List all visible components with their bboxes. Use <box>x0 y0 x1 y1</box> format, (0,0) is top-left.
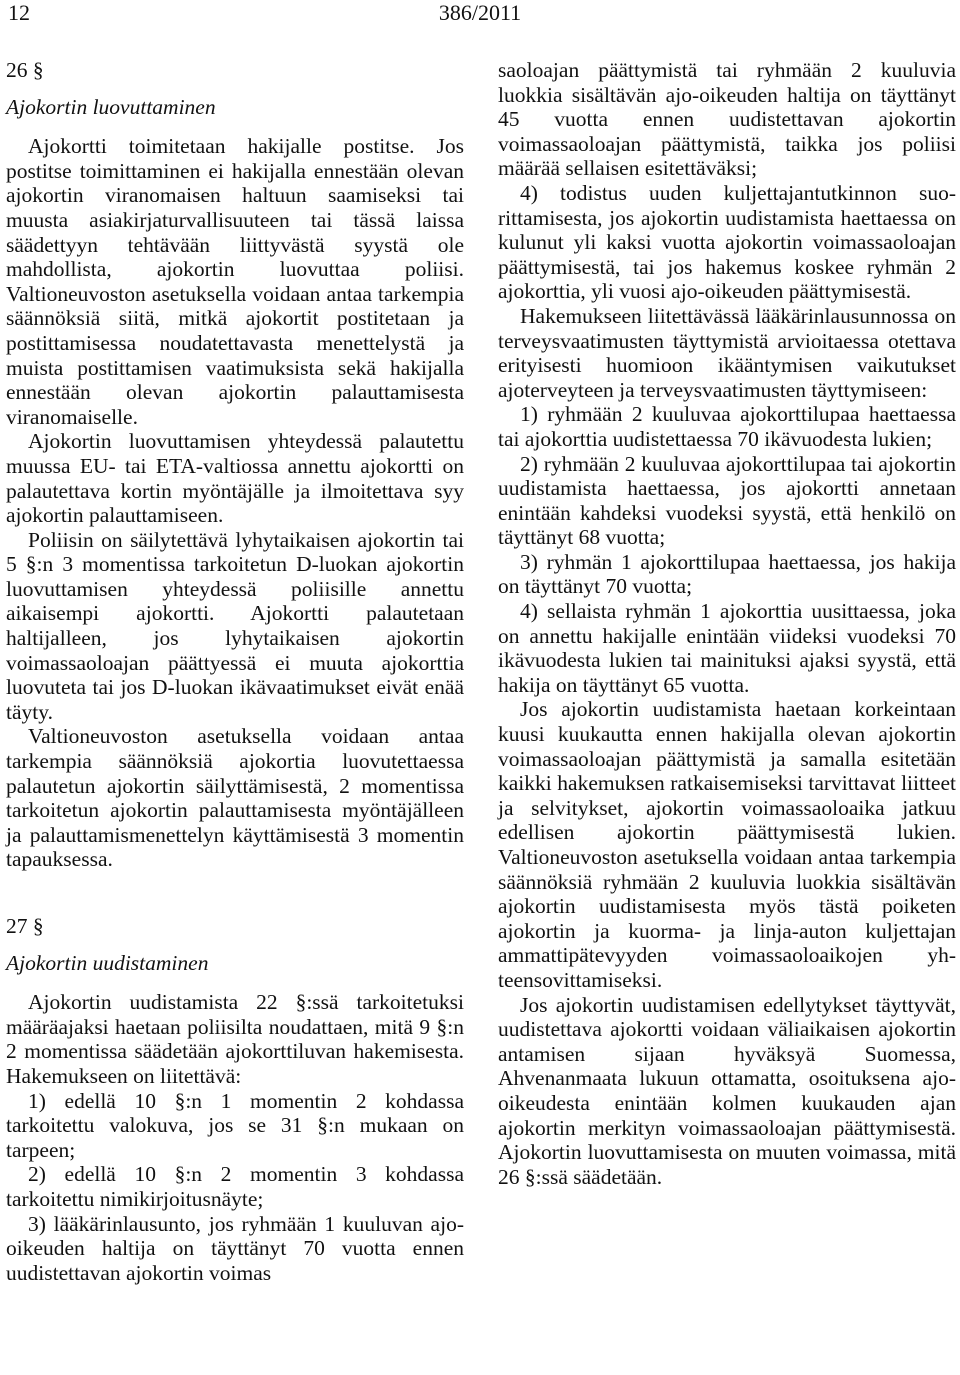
early-renewal-paragraph: Jos ajokortin uudistamista haetaan korkeintaan kuusi kuukautta ennen hakijalla olevan ajokortin voimassaoloajan päättymistä ja samalla esitetään kaikki hakemuksen ratkaisemiseksi tarvittavat liitteet ja selvitykset, ajokortin voimassaoloaika jatkuu edellisen ajokortin päättymisestä lukien. Valtioneuvoston asetuksella voidaan antaa tarkempia säännöksiä ryhmään 2 kuuluvia luokkia sisältävän ajokortin uudistamisesta myös tästä poiketen ajokortin ja kuorma- ja linja-auton kuljettajan ammattipätevyyden voimassaoloaikojen yhteensovittamiseksi. <box>498 697 956 992</box>
left-column <box>6 58 464 1285</box>
medical-item-1: 1) ryhmään 2 kuuluvaa ajokorttilupaa haettaessa tai ajokorttia uudistettaessa 70 ikävuodesta lukien; <box>498 402 956 451</box>
section-27-number: 27 § <box>6 914 44 938</box>
medical-item-4: 4) sellaista ryhmän 1 ajokorttia uusittaessa, joka on annettu hakijalle enintään viideksi vuodeksi 70 ikävuodesta lukien tai mainituksi ajaksi syystä, että hakija on täyttänyt 65 vuotta. <box>498 599 956 697</box>
section-26-title: Ajokortin luovuttaminen <box>6 94 216 119</box>
section-27-intro: Ajokortin uudistamista 22 §:ssä tarkoitetuksi määräajaksi haetaan poliisilta noudattaen, mitä 9 §:n 2 momentissa säädetään ajokorttiluvan hakemisesta. Hakemukseen on liitettävä: <box>6 990 464 1088</box>
section-26-number: 26 § <box>6 58 44 82</box>
attachment-item-1: 1) edellä 10 §:n 1 momentin 2 kohdassa tarkoitettu valokuva, jos se 31 §:n mukaan on tarpeen; <box>6 1088 464 1162</box>
section-27-title: Ajokortin uudistaminen <box>6 950 209 975</box>
attachment-item-3-continued: saoloajan päättymistä tai ryhmään 2 kuuluvia luokkia sisältävän ajo-oikeuden haltija on täyttänyt 45 vuotta ennen uudistettavan ajokortin voimassaoloajan päättymistä, taikka jos poliisi määrää sellaisen esitettäväksi; <box>498 58 956 181</box>
page-header <box>0 0 960 32</box>
page-number: 12 <box>8 0 30 25</box>
attachment-item-2: 2) edellä 10 §:n 2 momentin 3 kohdassa tarkoitettu nimikirjoitusnäyte; <box>6 1162 464 1211</box>
medical-statement-intro: Hakemukseen liitettävässä lääkärinlausunnossa on terveysvaatimusten täyttymistä arvioitaessa otettava erityisesti huomioon ikääntymisen vaikutukset ajoterveyteen ja terveysvaatimusten täyttymiseen: <box>498 303 956 402</box>
medical-item-2: 2) ryhmään 2 kuuluvaa ajokorttilupaa tai ajokortin uudistamista haettaessa, jos ajokortti annetaan enintään kahdeksi vuodeksi syystä, että henkilö on täyttänyt 68 vuotta; <box>498 451 956 550</box>
section-26-paragraph-4: Valtioneuvoston asetuksella voidaan antaa tarkempia säännöksiä ajokortia luovutettaessa palautetun ajokortin säilyttämisestä, 2 momentissa tarkoitetun ajokortin palauttamisesta myöntäjälleen ja palauttamismenettelyn käyttämisestä 3 momentin tapauksessa. <box>6 724 464 872</box>
section-26-paragraph-2: Ajokortin luovuttamisen yhteydessä palautettu muussa EU- tai ETA-valtiossa annettu ajokortti on palautettava kortin myöntäjälle ja ilmoitettava syy ajokortin palauttamiseen. <box>6 429 464 528</box>
document-reference: 386/2011 <box>438 0 522 25</box>
temporary-validity-paragraph: Jos ajokortin uudistamisen edellytykset täyttyvät, uudistettava ajokortti voidaan väliaikaisen ajokortin antamisen sijaan hyväksyä Suomessa, Ahvenanmaata lukuun ottamatta, osoituksena ajo-oikeudesta enintään kolmen kuukauden ajan ajokortin merkityn voimassaoloajan päättymisestä. Ajokortin luovuttamisesta on muuten voimassa, mitä 26 §:ssä säädetään. <box>498 992 956 1189</box>
section-26-paragraph-3: Poliisin on säilytettävä lyhytaikaisen ajokortin tai 5 §:n 3 momentissa tarkoitetun D-luokan ajokortin luovuttamisen yhteydessä poliisille annettu aikaisempi ajokortti. Ajokortti palautetaan haltijalleen, jos lyhytaikaisen ajokortin voimassaoloajan päättyessä ei muuta ajokorttia luovuteta tai jos D-luokan ikävaatimukset eivät enää täyty. <box>6 527 464 724</box>
right-column <box>498 58 956 1189</box>
attachment-item-4: 4) todistus uuden kuljettajantutkinnon suorittamisesta, jos ajokortin uudistamista haettaessa on kulunut yli kaksi vuotta ajokortin voimassaoloajan päättymisestä, tai jos hakemus koskee ryhmän 2 ajokorttia, yli vuosi ajo-oikeuden päättymisestä. <box>498 180 956 304</box>
medical-item-3: 3) ryhmän 1 ajokorttilupaa haettaessa, jos hakija on täyttänyt 70 vuotta; <box>498 549 956 599</box>
section-26-paragraph-1: Ajokortti toimitetaan hakijalle postitse. Jos postitse toimittaminen ei hakijalla ennestään olevan ajokortin viranomaisen haltuun saamiseksi tai muusta asiakirjaturvallisuuteen tai tässä laissa säädettyyn tehtävään liittyvästä syystä ole mahdollista, ajokortin luovuttaa poliisi. Valtioneuvoston asetuksella voidaan antaa tarkempia säännöksiä siitä, mitkä ajokortit postitetaan ja postittamisessa noudatettavasta menettelystä ja muista postittamisen vaatimuksista sekä hakijalla ennestään olevan ajokortin palauttamisesta viranomaiselle. <box>6 134 464 429</box>
attachment-item-3-start: 3) lääkärinlausunto, jos ryhmään 1 kuuluvan ajo-oikeuden haltija on täyttänyt 70 vuotta ennen uudistettavan ajokortin voimas <box>6 1211 464 1285</box>
